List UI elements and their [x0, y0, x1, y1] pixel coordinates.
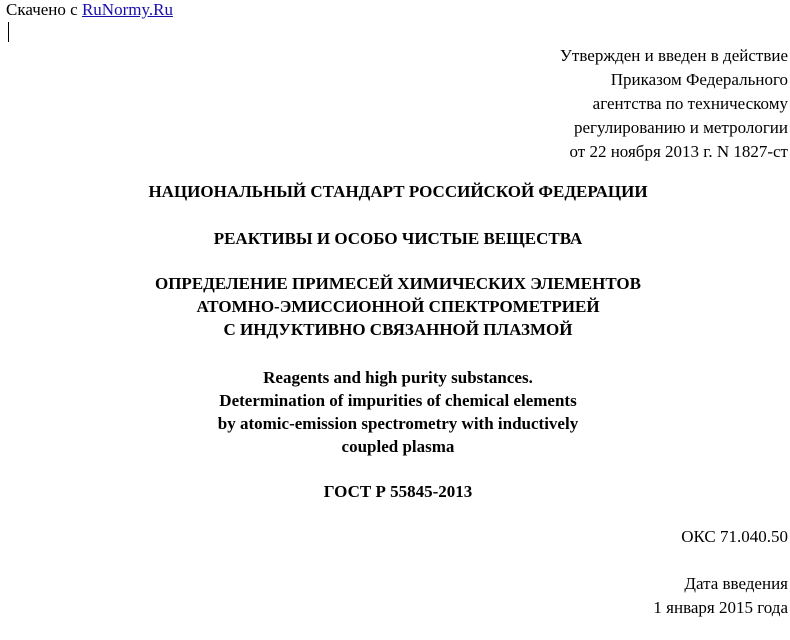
approval-line: Утвержден и введен в действие [559, 46, 788, 65]
title-en [0, 366, 790, 458]
title-en-line: Determination of impurities of chemical elements [219, 391, 577, 410]
title-en-line: coupled plasma [341, 437, 455, 456]
title-group [0, 227, 790, 250]
title-en-line: by atomic-emission spectrometry with inductively [217, 414, 579, 433]
approval-line: регулированию и метрологии [573, 118, 788, 137]
introduction-label: Дата введения [684, 574, 788, 593]
standard-heading [0, 180, 790, 203]
source-line [6, 0, 173, 20]
title-ru-line: АТОМНО-ЭМИССИОННОЙ СПЕКТРОМЕТРИЕЙ [196, 297, 600, 316]
approval-line: от 22 ноября 2013 г. N 1827-ст [569, 142, 788, 161]
introduction-date: 1 января 2015 года [653, 598, 788, 617]
title-en-line: Reagents and high purity substances. [263, 368, 533, 387]
title-group-text: РЕАКТИВЫ И ОСОБО ЧИСТЫЕ ВЕЩЕСТВА [213, 229, 583, 248]
gost-number-text: ГОСТ Р 55845-2013 [323, 482, 473, 501]
source-link[interactable]: RuNormy.Ru [81, 0, 173, 19]
approval-block [560, 44, 788, 164]
approval-line: Приказом Федерального [610, 70, 788, 89]
oks-code: ОКС 71.040.50 [681, 527, 788, 546]
gost-number [0, 480, 790, 503]
text-cursor [8, 22, 9, 42]
introduction-date-block [653, 572, 788, 620]
title-ru [0, 272, 790, 341]
title-ru-line: ОПРЕДЕЛЕНИЕ ПРИМЕСЕЙ ХИМИЧЕСКИХ ЭЛЕМЕНТОВ [154, 274, 641, 293]
title-ru-line: С ИНДУКТИВНО СВЯЗАННОЙ ПЛАЗМОЙ [223, 320, 573, 339]
standard-heading-text: НАЦИОНАЛЬНЫЙ СТАНДАРТ РОССИЙСКОЙ ФЕДЕРАЦИИ [148, 182, 648, 201]
source-prefix: Скачено с [6, 0, 78, 19]
approval-line: агентства по техническому [592, 94, 788, 113]
